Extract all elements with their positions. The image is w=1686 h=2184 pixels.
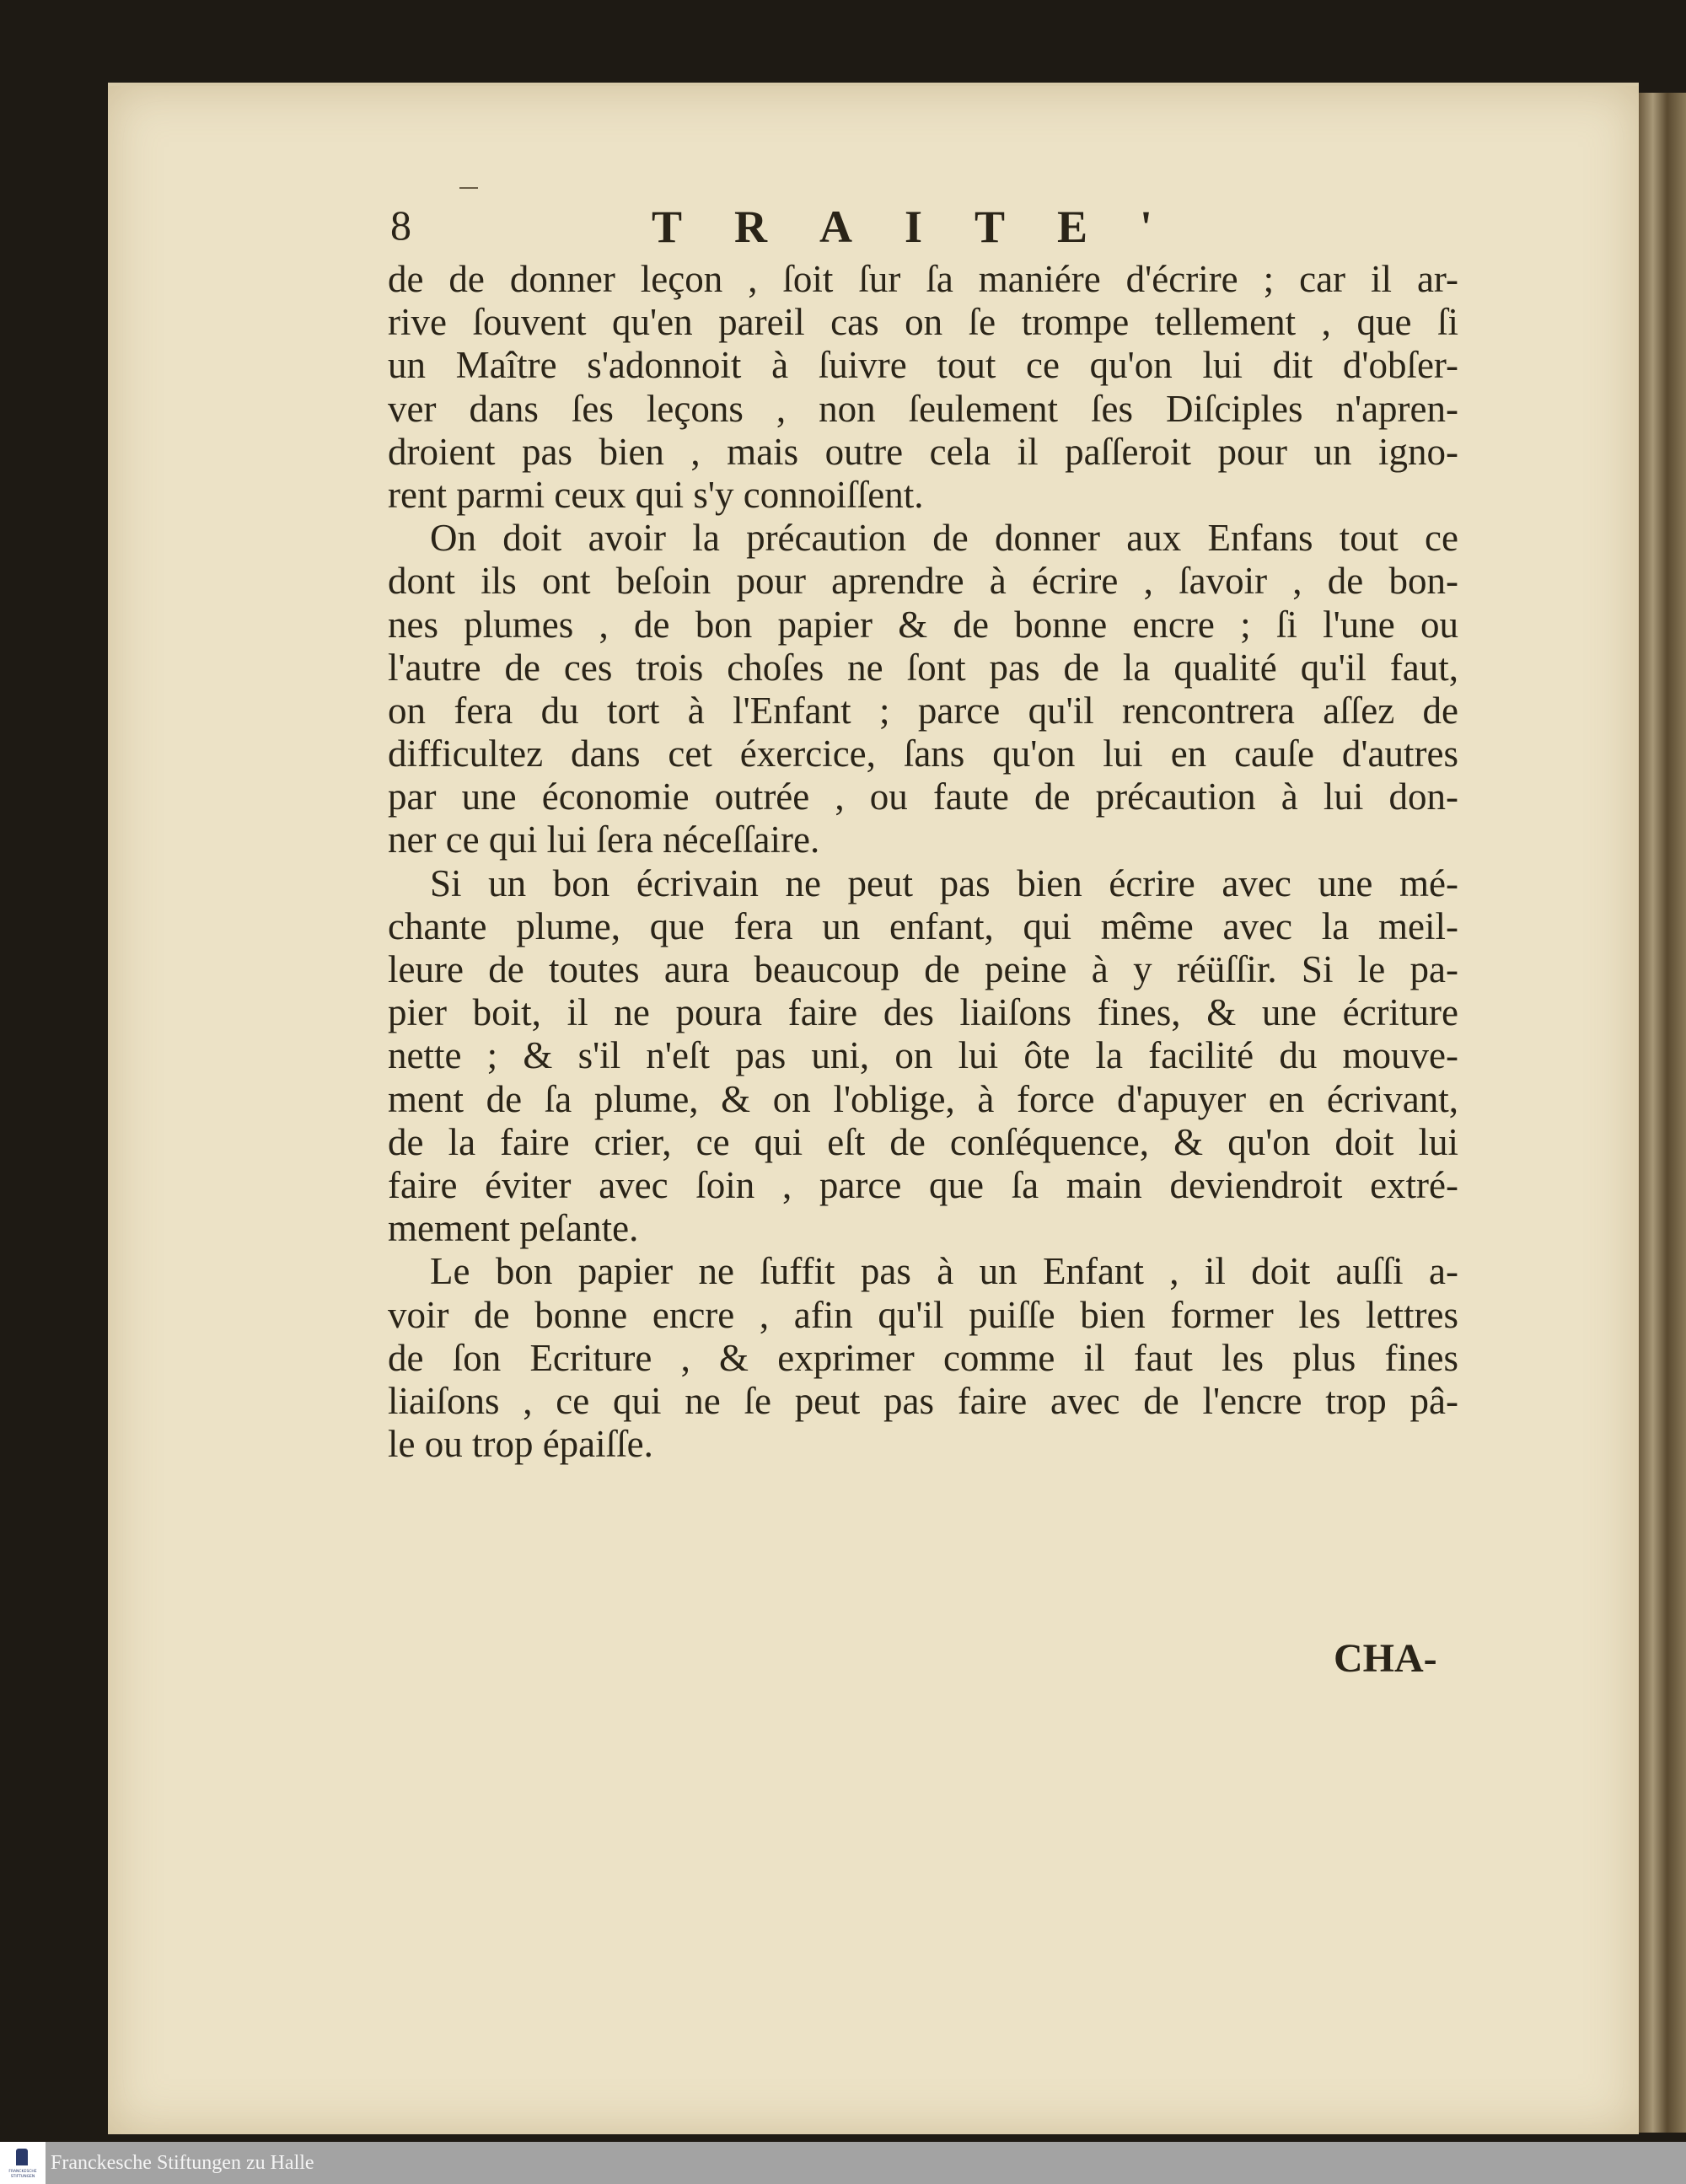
text-line: faire éviter avec ſoin , parce que ſa main deviendroit extré-	[388, 1163, 1458, 1206]
text-line: rive ſouvent qu'en pareil cas on ſe trompe tellement , que ſi	[388, 301, 1458, 344]
text-line: de la faire crier, ce qui eſt de conſéquence, & qu'on doit lui	[388, 1120, 1458, 1163]
text-line: mement peſante.	[388, 1207, 639, 1250]
text-line: ver dans ſes leçons , non ſeulement ſes Diſciples n'apren-	[388, 387, 1458, 430]
text-line: de de donner leçon , ſoit ſur ſa maniére d'écrire ; car il ar-	[388, 258, 1458, 300]
text-line: l'autre de ces trois choſes ne ſont pas de la qualité qu'il faut,	[388, 646, 1458, 689]
text-line: chante plume, que fera un enfant, qui même avec la meil-	[388, 904, 1458, 947]
page-edge-stack	[1639, 93, 1686, 2133]
footer-bar	[0, 2142, 1686, 2184]
text-line: droient pas bien , mais outre cela il paſſeroit pour un igno-	[388, 430, 1458, 473]
text-line: Si un bon écrivain ne peut pas bien écrire avec une mé-	[430, 861, 1458, 904]
logo-text: FRANCKESCHE STIFTUNGEN	[8, 2170, 37, 2179]
text-line: on fera du tort à l'Enfant ; parce qu'il rencontrera aſſez de	[388, 689, 1458, 732]
text-line: leure de toutes aura beaucoup de peine à y réüſſir. Si le pa-	[388, 948, 1458, 990]
text-line: liaiſons , ce qui ne ſe peut pas faire avec de l'encre trop pâ-	[388, 1379, 1458, 1422]
text-line: On doit avoir la précaution de donner aux Enfans tout ce	[430, 517, 1458, 560]
text-line: le ou trop épaiſſe.	[388, 1423, 653, 1466]
logo-figure-icon	[16, 2149, 28, 2165]
text-line: un Maître s'adonnoit à ſuivre tout ce qu'on lui dit d'obſer-	[388, 344, 1458, 387]
page-number: 8	[390, 201, 411, 249]
text-line: voir de bonne encre , afin qu'il puiſſe bien former les lettres	[388, 1293, 1458, 1336]
text-line: dont ils ont beſoin pour aprendre à écrire , ſavoir , de bon-	[388, 560, 1458, 603]
text-line: de ſon Ecriture , & exprimer comme il faut les plus fines	[388, 1336, 1458, 1379]
text-line: Le bon papier ne ſuffit pas à un Enfant , il doit auſſi a-	[430, 1250, 1458, 1293]
institution-logo	[0, 2142, 46, 2184]
text-line: ner ce qui lui ſera néceſſaire.	[388, 818, 820, 861]
body-text	[388, 258, 1458, 1466]
text-line: par une économie outrée , ou faute de précaution à lui don-	[388, 775, 1458, 818]
text-line: rent parmi ceux qui s'y connoiſſent.	[388, 473, 924, 516]
institution-name: Franckesche Stiftungen zu Halle	[51, 2152, 314, 2174]
text-line: nes plumes , de bon papier & de bonne encre ; ſi l'une ou	[388, 603, 1458, 646]
text-line: ment de ſa plume, & on l'oblige, à force d'apuyer en écrivant,	[388, 1077, 1458, 1120]
page-mark	[459, 187, 478, 189]
text-line: difficultez dans cet éxercice, ſans qu'on lui en cauſe d'autres	[388, 732, 1458, 775]
running-title: TRAITE'	[652, 201, 1205, 252]
catchword: CHA-	[1334, 1636, 1437, 1681]
text-line: nette ; & s'il n'eſt pas uni, on lui ôte la facilité du mouve-	[388, 1034, 1458, 1077]
running-header	[384, 201, 1311, 251]
text-line: pier boit, il ne poura faire des liaiſons fines, & une écriture	[388, 991, 1458, 1034]
